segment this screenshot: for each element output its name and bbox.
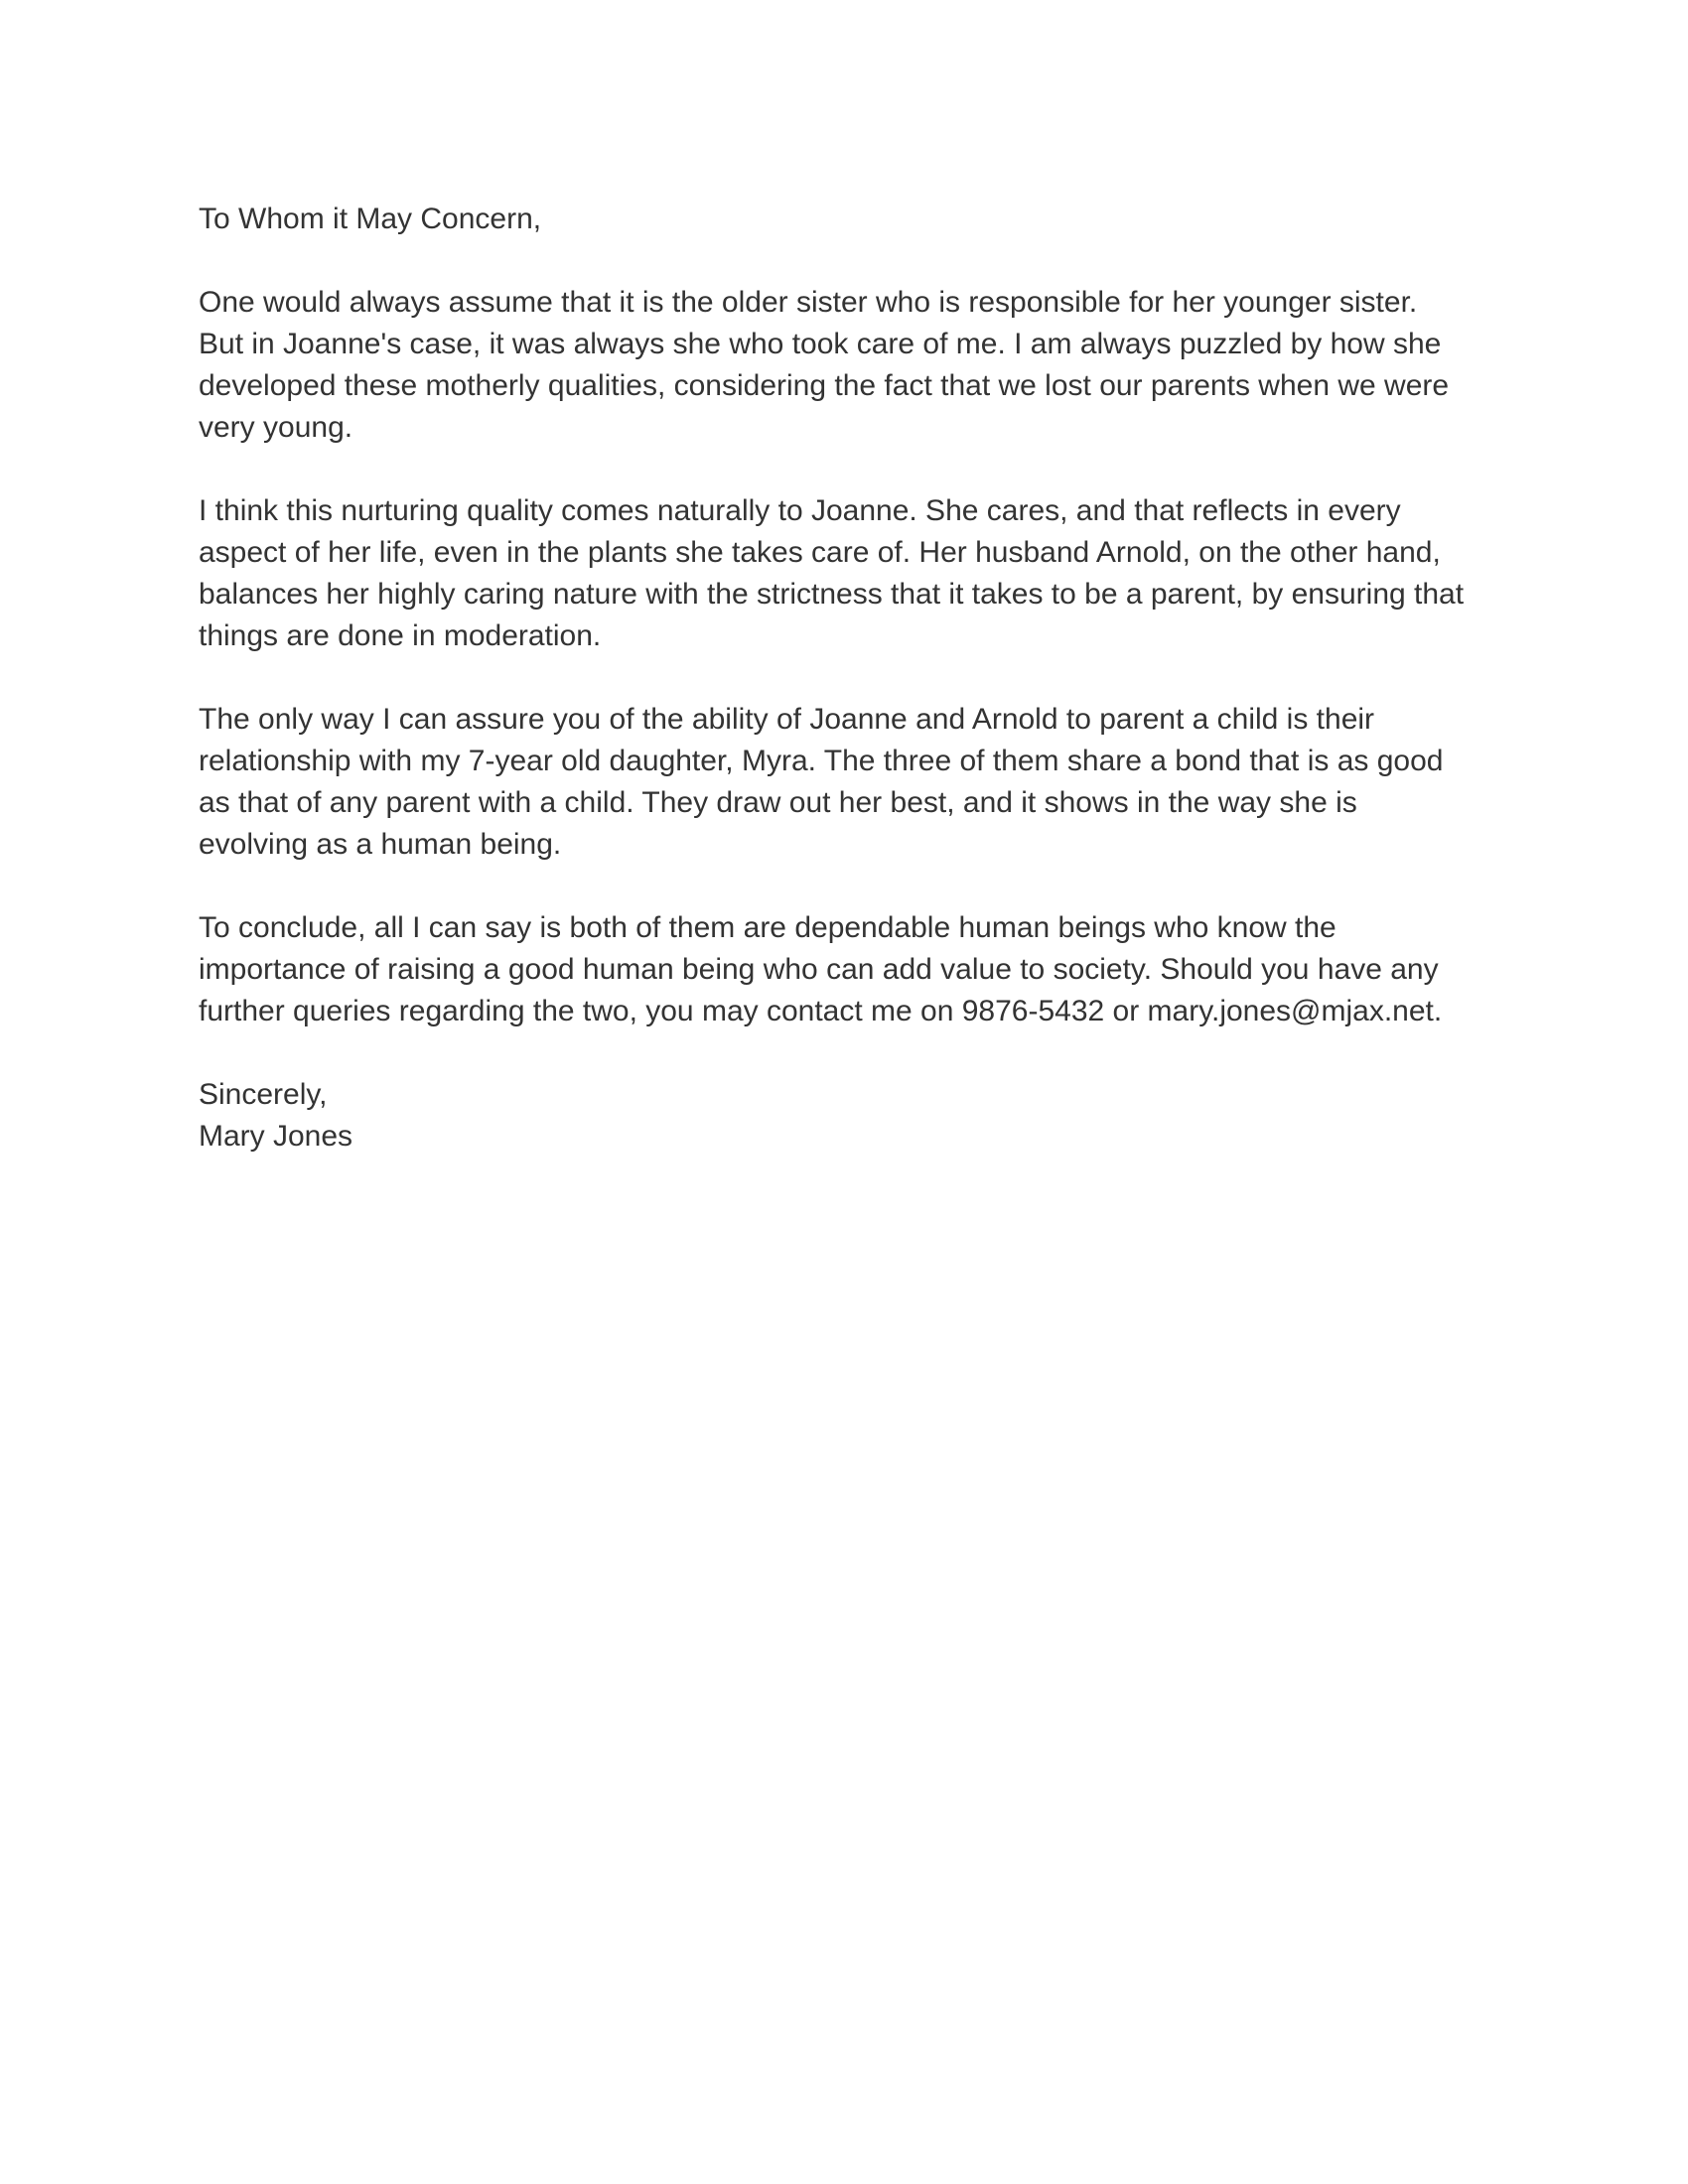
signature-name: Mary Jones — [199, 1120, 353, 1153]
paragraph-line: balances her highly caring nature with the strictness that it takes to be a parent, by ensuring that — [199, 578, 1465, 611]
paragraph-line: developed these motherly qualities, considering the fact that we lost our parents when we were — [199, 369, 1450, 402]
paragraph-line: One would always assume that it is the older sister who is responsible for her younger sister. — [199, 286, 1418, 319]
letter-page — [199, 199, 1509, 1158]
salutation — [199, 199, 1509, 240]
paragraph-line: further queries regarding the two, you may contact me on 9876-5432 or mary.jones@mjax.net. — [199, 995, 1443, 1027]
salutation-line: To Whom it May Concern, — [199, 203, 542, 235]
paragraph-line: as that of any parent with a child. They draw out her best, and it shows in the way she is — [199, 786, 1357, 819]
paragraph-2 — [199, 490, 1509, 657]
paragraph-line: evolving as a human being. — [199, 828, 562, 861]
paragraph-line: importance of raising a good human being who can add value to society. Should you have any — [199, 953, 1439, 986]
paragraph-line: very young. — [199, 411, 353, 444]
paragraph-line: I think this nurturing quality comes naturally to Joanne. She cares, and that reflects in every — [199, 494, 1401, 527]
paragraph-line: The only way I can assure you of the ability of Joanne and Arnold to parent a child is their — [199, 703, 1375, 736]
paragraph-line: things are done in moderation. — [199, 619, 602, 652]
paragraph-3 — [199, 699, 1509, 866]
closing-line: Sincerely, — [199, 1078, 328, 1111]
paragraph-1 — [199, 282, 1509, 449]
paragraph-line: But in Joanne's case, it was always she who took care of me. I am always puzzled by how she — [199, 328, 1442, 360]
paragraph-line: To conclude, all I can say is both of them are dependable human beings who know the — [199, 911, 1336, 944]
paragraph-line: aspect of her life, even in the plants she takes care of. Her husband Arnold, on the other hand, — [199, 536, 1441, 569]
paragraph-4 — [199, 907, 1509, 1032]
paragraph-line: relationship with my 7-year old daughter, Myra. The three of them share a bond that is as good — [199, 745, 1444, 777]
signoff — [199, 1074, 1509, 1158]
